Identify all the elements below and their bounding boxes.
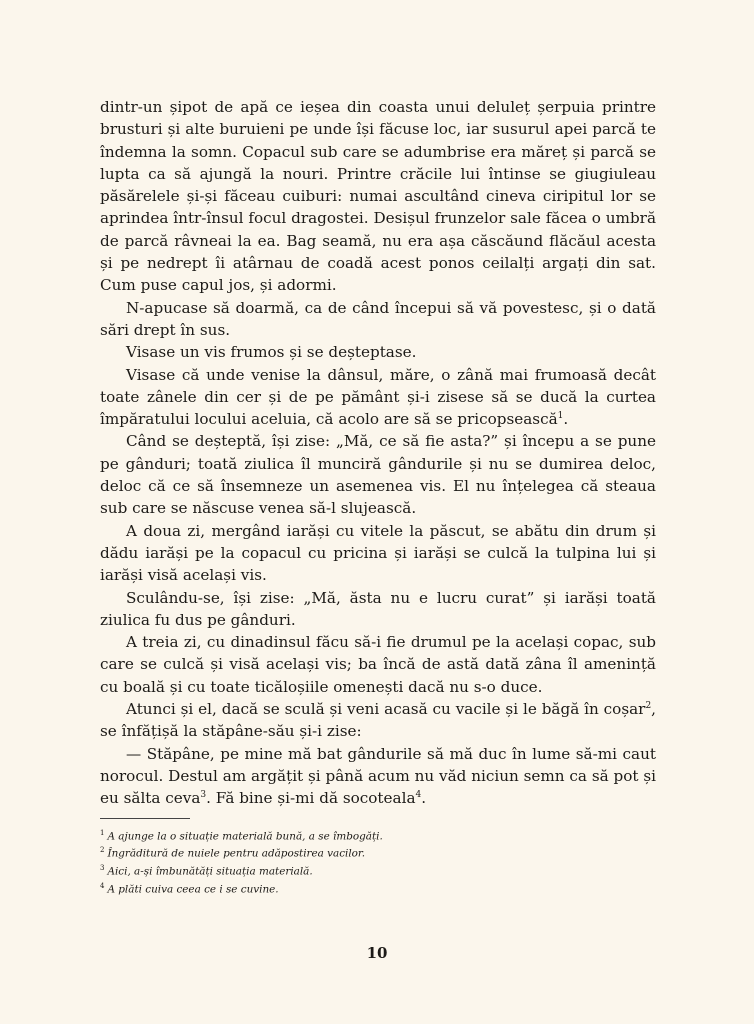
page-number: 10 [366,944,388,962]
footnote-divider [100,818,190,819]
paragraph-1: dintr-un șipot de apă ce ieșea din coasta unui deluleț șerpuia printre brusturi și alte buruieni pe unde își făcuse loc, iar susurul apei parcă te îndemna la somn. Copacul sub care se adumbrise era măreț și parcă se lupta ca să ajungă la nouri. Printre crăcile lui întinse se giugiuleau păsărelele și-și făceau cuiburi: numai ascultând cineva ciripitul lor se aprindea într-însul focul dragostei. Desișul frunzelor sale făcea o umbră de parcă râvneai la ea. Bag seamă, nu era așa căscăund flăcăul acesta și pe nedrept îi atârnau de coadă acest ponos ceilalți argați din sat. Cum puse capul jos, și adormi. [100,98,656,295]
paragraph-4: Visase că unde venise la dânsul, măre, o zână mai frumoasă decât toate zânele din cer și de pe pământ și-i zisese să se ducă la curtea împăratului locului aceluia, că acolo are să se pricopsească$^1$. [100,365,656,429]
footnote-1: $^1$ A ajunge la o situație materială bună, a se îmbogăți. [100,828,383,842]
page-body [100,96,656,897]
footnote-2: $^2$ Îngrăditură de nuiele pentru adăpostirea vacilor. [100,846,366,860]
paragraph-10: — Stăpâne, pe mine mă bat gândurile să mă duc în lume să-mi caut norocul. Destul am argățit și până acum nu văd niciun semn ca să pot și eu sălta ceva$^3$. Fă bine și-mi dă socoteala$^4$. [100,744,656,808]
paragraph-3: Visase un vis frumos și se deșteptase. [126,343,417,362]
paragraph-5: Când se deșteptă, își zise: „Mă, ce să fie asta?” și începu a se pune pe gânduri; toată ziulica îl munciră gândurile și nu se dumirea deloc, deloc că ce să însemneze un asemenea vis. El nu înțelegea că steaua sub care se născuse venea să-l slujească. [100,432,656,518]
paragraph-8: A treia zi, cu dinadinsul făcu să-i fie drumul pe la același copac, sub care se culcă și visă același vis; ba încă de astă dată zâna îl amenință cu boală și cu toate ticăloșiile omenești dacă nu s-o duce. [100,633,656,696]
paragraph-7: Sculându-se, își zise: „Mă, ăsta nu e lucru curat” și iarăși toată ziulica fu dus pe gânduri. [100,588,656,629]
footnote-ref-3[interactable]: 3 [200,790,207,801]
footnote-ref-2[interactable]: 2 [645,700,652,711]
paragraph-6: A doua zi, mergând iarăși cu vitele la păscut, se abătu din drum și dădu iarăși pe la copacul cu pricina și iarăși se culcă la tulpina lui și iarăși visă același vis. [100,521,656,585]
footnote-ref-1[interactable]: 1 [557,411,564,422]
footnote-4: $^4$ A plăti cuiva ceea ce i se cuvine. [100,882,279,896]
footnote-3: $^3$ Aici, a-și îmbunătăți situația materială. [100,864,313,878]
paragraph-2: N-apucase să doarmă, ca de când începui să vă povestesc, și o dată sări drept în sus. [100,298,656,339]
footnote-ref-4[interactable]: 4 [415,790,422,801]
paragraph-9: Atunci și el, dacă se sculă și veni acasă cu vacile și le băgă în coșar$^2$, se înfățișă la stăpâne-său și-i zise: [100,700,656,741]
